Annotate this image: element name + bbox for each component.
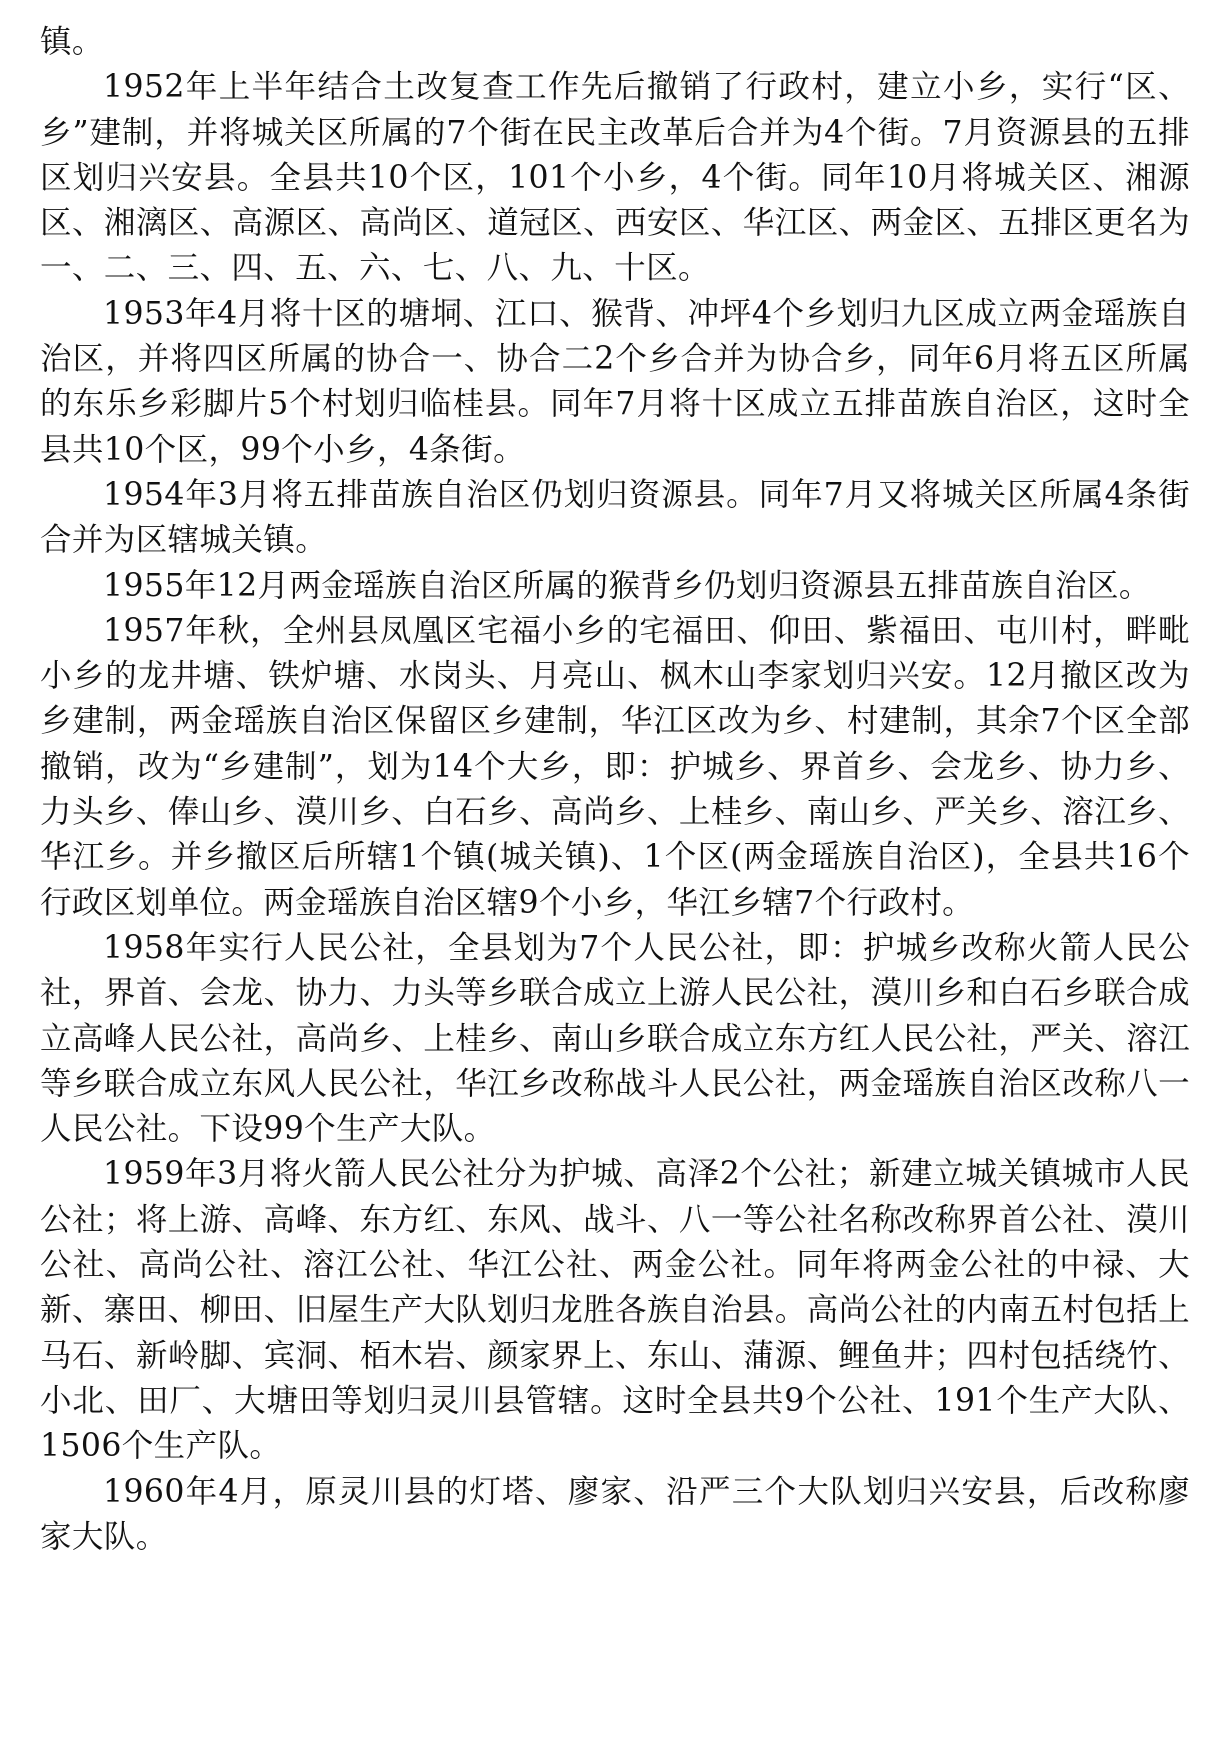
paragraph-continuation: 镇。: [40, 24, 104, 60]
paragraph-1959: 1959年3月将火箭人民公社分为护城、高泽2个公社；新建立城关镇城市人民公社；将上游、高峰、东方红、东风、战斗、八一等公社名称改称界首公社、漠川公社、高尚公社、溶江公社、华江公社、两金公社。同年将两金公社的中禄、大新、寨田、柳田、旧屋生产大队划归龙胜各族自治县。高尚公社的内南五村包括上马石、新岭脚、宾洞、栢木岩、颜家界上、东山、蒲源、鲤鱼井；四村包括绕竹、小北、田厂、大塘田等划归灵川县管辖。这时全县共9个公社、191个生产大队、1506个生产队。: [40, 1156, 1190, 1465]
paragraph-1957: 1957年秋，全州县凤凰区宅福小乡的宅福田、仰田、紫福田、屯川村，畔毗小乡的龙井塘、铁炉塘、水岗头、月亮山、枫木山李家划归兴安。12月撤区改为乡建制，两金瑶族自治区保留区乡建制，华江区改为乡、村建制，其余7个区全部撤销，改为“乡建制”，划为14个大乡，即：护城乡、界首乡、会龙乡、协力乡、力头乡、俸山乡、漠川乡、白石乡、高尚乡、上桂乡、南山乡、严关乡、溶江乡、华江乡。并乡撤区后所辖1个镇(城关镇)、1个区(两金瑶族自治区)，全县共16个行政区划单位。两金瑶族自治区辖9个小乡，华江乡辖7个行政村。: [40, 612, 1190, 921]
paragraph-1960: 1960年4月，原灵川县的灯塔、廖家、沿严三个大队划归兴安县，后改称廖家大队。: [40, 1473, 1190, 1555]
document-page: [40, 20, 1190, 1560]
paragraph-1954: 1954年3月将五排苗族自治区仍划归资源县。同年7月又将城关区所属4条街合并为区辖城关镇。: [40, 476, 1190, 559]
paragraph-1955: 1955年12月两金瑶族自治区所属的猴背乡仍划归资源县五排苗族自治区。: [103, 567, 1151, 604]
paragraph-1953: 1953年4月将十区的塘垌、江口、猴背、冲坪4个乡划归九区成立两金瑶族自治区，并将四区所属的协合一、协合二2个乡合并为协合乡，同年6月将五区所属的东乐乡彩脚片5个村划归临桂县。同年7月将十区成立五排苗族自治区，这时全县共10个区，99个小乡，4条街。: [40, 295, 1190, 468]
paragraph-1952: 1952年上半年结合土改复查工作先后撤销了行政村，建立小乡，实行“区、乡”建制，并将城关区所属的7个街在民主改革后合并为4个街。7月资源县的五排区划归兴安县。全县共10个区，101个小乡，4个街。同年10月将城关区、湘源区、湘漓区、高源区、高尚区、道冠区、西安区、华江区、两金区、五排区更名为一、二、三、四、五、六、七、八、九、十区。: [40, 69, 1190, 287]
paragraph-1958: 1958年实行人民公社，全县划为7个人民公社，即：护城乡改称火箭人民公社，界首、会龙、协力、力头等乡联合成立上游人民公社，漠川乡和白石乡联合成立高峰人民公社，高尚乡、上桂乡、南山乡联合成立东方红人民公社，严关、溶江等乡联合成立东风人民公社，华江乡改称战斗人民公社，两金瑶族自治区改称八一人民公社。下设99个生产大队。: [40, 929, 1190, 1148]
